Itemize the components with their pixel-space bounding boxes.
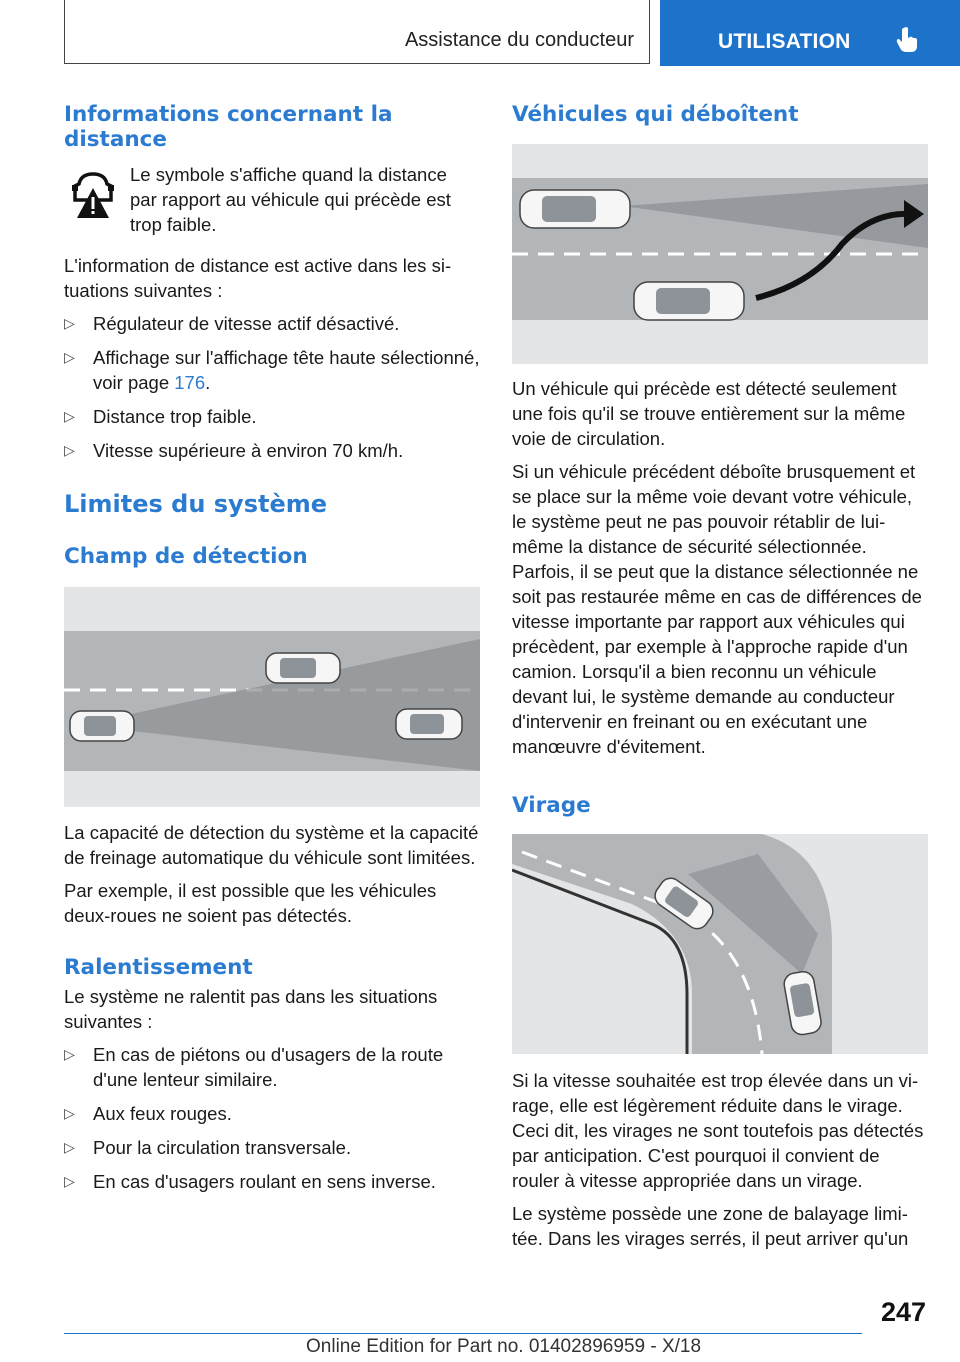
- tab-utilisation[interactable]: [660, 0, 960, 66]
- bullet-icon: ▷: [64, 408, 75, 424]
- list-item: ▷ En cas de piétons ou d'usagers de la route d'une lenteur similaire.: [64, 1044, 444, 1090]
- list-item: ▷ Vitesse supérieure à environ 70 km/h.: [64, 440, 404, 461]
- cut-out-figure: [512, 144, 928, 364]
- cut-out-paragraph-2: Si un véhicule précédent déboîte brusquement et se place sur la même voie devant votre véhicule, le système peut ne pas pouvoir rétablir de lui-même la distance de sécurité sélectionnée. Parfois, il se peut que la distance sélectionnée ne soit pas restaurée même en cas de différences de vitesse importante par rapport aux véhicules qui précèdent, par exemple à l'approche rapide d'un camion. Lorsqu'il a bien reconnu un véhicule devant lui, le système demande au conducteur d'intervenir en freinant ou en exécutant une manœuvre d'évitement.: [512, 461, 922, 757]
- bullet-icon: ▷: [64, 442, 75, 458]
- heading-detection-range: Champ de détection: [64, 544, 308, 569]
- heading-distance-info: Informations concernant la distance: [64, 102, 393, 152]
- slowdown-intro: Le système ne ralentit pas dans les situations suivantes :: [64, 986, 438, 1032]
- cut-out-paragraph-1: Un véhicule qui précède est détecté seulement une fois qu'il se trouve entièrement sur la même voie de circulation.: [512, 378, 906, 449]
- vehicle-ahead-left-lane: [266, 653, 340, 683]
- active-intro: L'information de distance est active dans les situations suivantes :: [64, 255, 452, 301]
- curve-paragraph-2: Le système possède une zone de balayage limitée. Dans les virages serrés, il peut arriver qu'un: [512, 1203, 909, 1249]
- list-item: ▷ Pour la circulation transversale.: [64, 1137, 352, 1158]
- bullet-icon: ▷: [64, 1139, 75, 1155]
- list-item: ▷ Régulateur de vitesse actif désactivé.: [64, 313, 400, 334]
- page-link[interactable]: 176: [174, 372, 206, 393]
- curve-paragraph-1: Si la vitesse souhaitée est trop élevée dans un virage, elle est légèrement réduite dans le virage. Ceci dit, les virages ne sont toutefois pas détectés par anticipation. C'est pourquoi il convient de rouler à vitesse appropriée dans un virage.: [512, 1070, 924, 1191]
- bullet-icon: ▷: [64, 1105, 75, 1121]
- distance-warning-icon: [69, 170, 117, 222]
- bullet-icon: ▷: [64, 315, 75, 331]
- footer-edition: Online Edition for Part no. 01402896959 - X/18: [306, 1336, 702, 1357]
- vehicle-own: [70, 711, 134, 741]
- vehicle-ahead-same-lane: [396, 709, 462, 739]
- page-number: 247: [880, 1297, 926, 1327]
- footer-divider: [64, 1333, 862, 1334]
- heading-slowdown: Ralentissement: [64, 955, 253, 980]
- section-title: Assistance du conducteur: [404, 29, 634, 51]
- bullet-icon: ▷: [64, 349, 75, 365]
- bullet-icon: ▷: [64, 1173, 75, 1189]
- hand-pointer-icon: [896, 26, 920, 54]
- heading-curve: Virage: [512, 793, 591, 818]
- heading-system-limits: Limites du système: [64, 490, 328, 518]
- vehicle-cutting-out: [634, 282, 744, 320]
- right-column: [512, 102, 928, 1251]
- bullet-icon: ▷: [64, 1046, 75, 1062]
- slowdown-list: [64, 1042, 480, 1194]
- detection-paragraph-2: Par exemple, il est possible que les véhicules deux-roues ne soient pas détectés.: [64, 880, 437, 926]
- detection-paragraph-1: La capacité de détection du système et la capacité de freinage automatique du véhicule sont limitées.: [64, 822, 479, 868]
- vehicle-own: [520, 190, 630, 228]
- list-item: ▷ Aux feux rouges.: [64, 1103, 232, 1124]
- detection-range-figure: [64, 587, 480, 807]
- left-column: [64, 102, 480, 1194]
- list-item: ▷ En cas d'usagers roulant en sens inverse.: [64, 1171, 436, 1192]
- list-item: ▷ Distance trop faible.: [64, 406, 257, 427]
- active-conditions-list: [64, 311, 480, 463]
- symbol-description: Le symbole s'affiche quand la distance par rapport au véhicule qui précède est trop faible.: [130, 164, 451, 235]
- list-item: ▷ Affichage sur l'affichage tête haute sélectionné, voir page 176.: [64, 347, 480, 393]
- heading-cut-out: Véhicules qui déboîtent: [512, 102, 799, 127]
- tab-label: UTILISATION: [718, 30, 851, 53]
- curve-figure: [512, 834, 928, 1054]
- symbol-block: [64, 162, 480, 246]
